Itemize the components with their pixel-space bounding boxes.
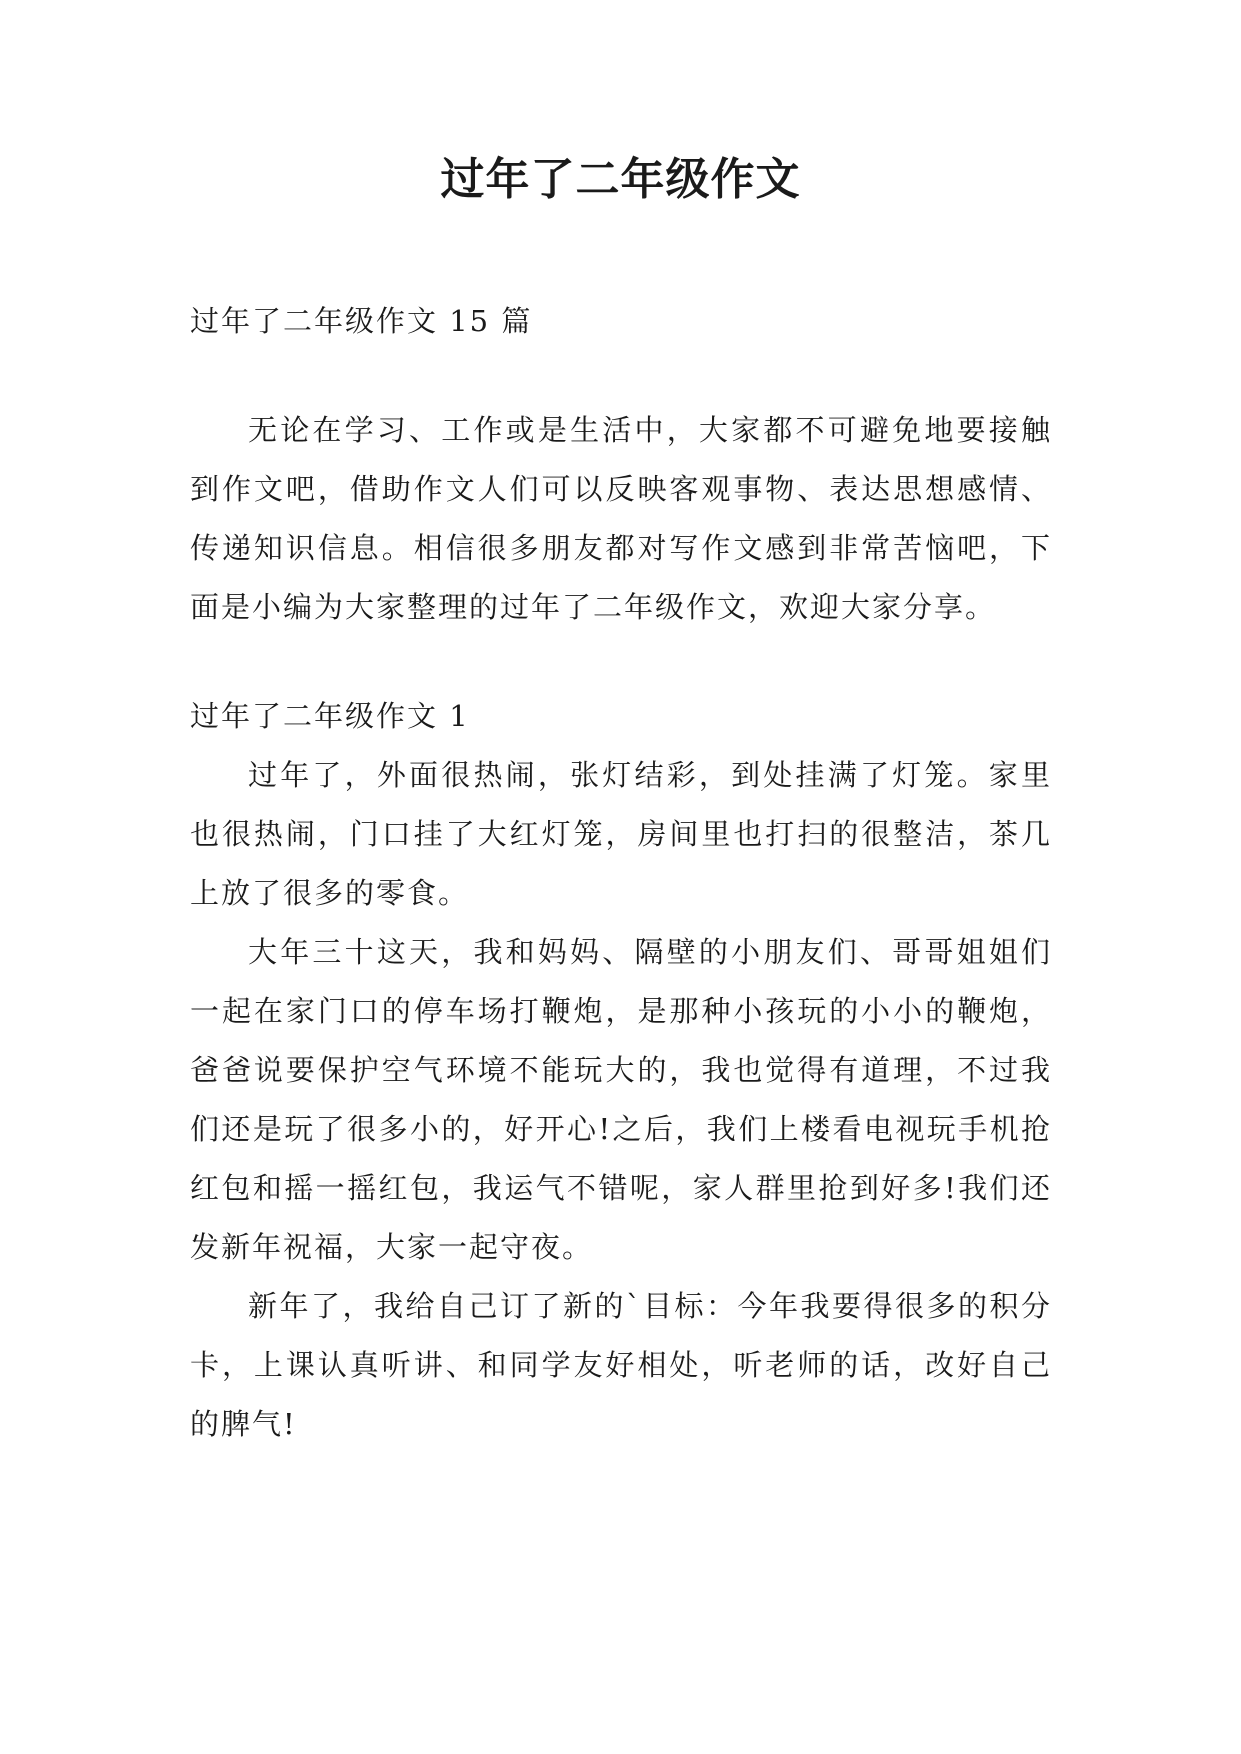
document-body [190, 292, 1052, 1454]
body-paragraph: 新年了，我给自己订了新的`目标：今年我要得很多的积分卡，上课认真听讲、和同学友好相处，听老师的话，改好自己的脾气! [190, 1289, 1052, 1441]
section-heading: 过年了二年级作文 1 [190, 699, 470, 733]
intro-paragraph: 无论在学习、工作或是生活中，大家都不可避免地要接触到作文吧，借助作文人们可以反映客观事物、表达思想感情、传递知识信息。相信很多朋友都对写作文感到非常苦恼吧，下面是小编为大家整理的过年了二年级作文，欢迎大家分享。 [190, 413, 1052, 624]
document-title: 过年了二年级作文 [440, 154, 801, 205]
document-subtitle: 过年了二年级作文 15 篇 [190, 304, 533, 338]
body-paragraph: 过年了，外面很热闹，张灯结彩，到处挂满了灯笼。家里也很热闹，门口挂了大红灯笼，房间里也打扫的很整洁，茶几上放了很多的零食。 [190, 758, 1052, 910]
body-paragraph: 大年三十这天，我和妈妈、隔壁的小朋友们、哥哥姐姐们一起在家门口的停车场打鞭炮，是那种小孩玩的小小的鞭炮，爸爸说要保护空气环境不能玩大的，我也觉得有道理，不过我们还是玩了很多小的，好开心!之后，我们上楼看电视玩手机抢红包和摇一摇红包，我运气不错呢，家人群里抢到好多!我们还发新年祝福，大家一起守夜。 [190, 935, 1052, 1264]
